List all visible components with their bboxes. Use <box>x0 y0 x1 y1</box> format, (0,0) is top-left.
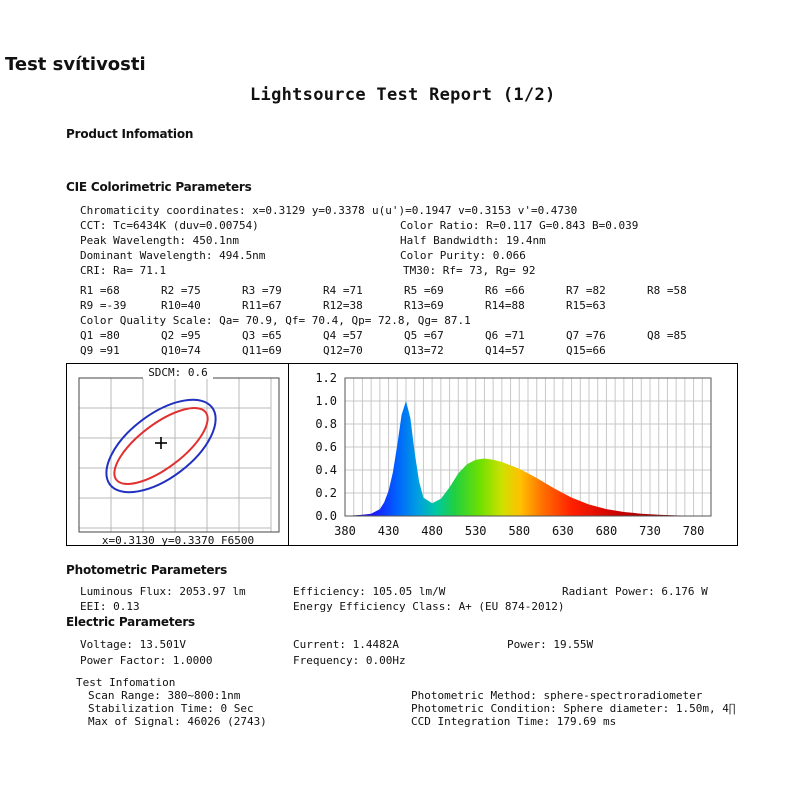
r-value: R8 =58 <box>647 284 687 297</box>
uv-coords: u(u')=0.1947 v=0.3153 v'=0.4730 <box>372 204 578 217</box>
r-value: R9 =-39 <box>80 299 127 312</box>
q-value: Q14=57 <box>485 344 525 357</box>
y-tick-label: 1.2 <box>315 371 337 385</box>
power: Power: 19.55W <box>507 638 594 651</box>
q-value: Q13=72 <box>404 344 444 357</box>
q-value: Q12=70 <box>323 344 363 357</box>
y-tick-label: 0.6 <box>315 440 337 454</box>
cct: CCT: Tc=6434K (duv=0.00754) <box>80 219 259 232</box>
color-ratio: Color Ratio: R=0.117 G=0.843 B=0.039 <box>400 219 639 232</box>
r-value: R13=69 <box>404 299 444 312</box>
x-tick-label: 630 <box>552 524 574 538</box>
x-tick-label: 380 <box>334 524 356 538</box>
q-value: Q10=74 <box>161 344 201 357</box>
r-value: R12=38 <box>323 299 363 312</box>
chromaticity-marker-icon <box>155 437 167 449</box>
sdcm-label: SDCM: 0.6 <box>148 366 208 379</box>
q-value: Q2 =95 <box>161 329 201 342</box>
q-value: Q15=66 <box>566 344 606 357</box>
r-value: R4 =71 <box>323 284 363 297</box>
efficiency: Efficiency: 105.05 lm/W <box>293 585 446 598</box>
q-value: Q4 =57 <box>323 329 363 342</box>
sdcm-footer: x=0.3130 y=0.3370 F6500 <box>101 534 255 545</box>
y-tick-label: 0.8 <box>315 417 337 431</box>
scan-range: Scan Range: 380~800:1nm <box>88 689 241 702</box>
q-value: Q11=69 <box>242 344 282 357</box>
cqs: Color Quality Scale: Qa= 70.9, Qf= 70.4, Qp= 72.8, Qg= 87.1 <box>80 314 471 327</box>
chromaticity: Chromaticity coordinates: x=0.3129 y=0.3378 <box>80 204 365 217</box>
power-factor: Power Factor: 1.0000 <box>80 654 213 667</box>
tm30: TM30: Rf= 73, Rg= 92 <box>403 264 536 277</box>
test-info-title: Test Infomation <box>76 676 176 689</box>
spectrum-panel <box>288 363 738 546</box>
r-value: R2 =75 <box>161 284 201 297</box>
q-value: Q1 =80 <box>80 329 120 342</box>
ccd-integration-time: CCD Integration Time: 179.69 ms <box>411 715 617 728</box>
current: Current: 1.4482A <box>293 638 399 651</box>
sdcm-ellipse-chart <box>67 364 289 545</box>
r-value: R14=88 <box>485 299 525 312</box>
section-electric: Electric Parameters <box>66 615 195 629</box>
q-value: Q7 =76 <box>566 329 606 342</box>
sdcm-panel <box>66 363 290 546</box>
spectrum-chart <box>289 364 737 545</box>
r-value: R6 =66 <box>485 284 525 297</box>
page-heading: Test svítivosti <box>5 54 146 75</box>
stabilization-time: Stabilization Time: 0 Sec <box>88 702 254 715</box>
x-tick-label: 580 <box>508 524 531 538</box>
photometric-method: Photometric Method: sphere-spectroradiometer <box>411 689 703 702</box>
r-value: R3 =79 <box>242 284 282 297</box>
r-value: R5 =69 <box>404 284 444 297</box>
color-purity: Color Purity: 0.066 <box>400 249 526 262</box>
x-tick-label: 530 <box>464 524 487 538</box>
photometric-condition: Photometric Condition: Sphere diameter: 1.50m, 4∏ <box>411 702 736 715</box>
r-value: R11=67 <box>242 299 282 312</box>
y-tick-label: 0.0 <box>315 509 337 523</box>
x-tick-label: 680 <box>595 524 618 538</box>
section-cie: CIE Colorimetric Parameters <box>66 180 252 194</box>
x-tick-label: 780 <box>682 524 705 538</box>
half-bandwidth: Half Bandwidth: 19.4nm <box>400 234 546 247</box>
q-value: Q8 =85 <box>647 329 687 342</box>
section-photometric: Photometric Parameters <box>66 563 228 577</box>
dominant-wavelength: Dominant Wavelength: 494.5nm <box>80 249 266 262</box>
eei: EEI: 0.13 <box>80 600 140 613</box>
q-value: Q3 =65 <box>242 329 282 342</box>
x-tick-label: 480 <box>421 524 443 538</box>
r-value: R7 =82 <box>566 284 606 297</box>
max-signal: Max of Signal: 46026 (2743) <box>88 715 267 728</box>
x-tick-label: 730 <box>639 524 661 538</box>
y-tick-label: 0.4 <box>315 463 337 477</box>
r-value: R1 =68 <box>80 284 120 297</box>
cri: CRI: Ra= 71.1 <box>80 264 167 277</box>
y-tick-label: 1.0 <box>315 394 337 408</box>
peak-wavelength: Peak Wavelength: 450.1nm <box>80 234 239 247</box>
y-tick-label: 0.2 <box>315 486 337 500</box>
voltage: Voltage: 13.501V <box>80 638 186 651</box>
q-value: Q5 =67 <box>404 329 444 342</box>
radiant-power: Radiant Power: 6.176 W <box>562 585 708 598</box>
q-value: Q9 =91 <box>80 344 120 357</box>
r-value: R10=40 <box>161 299 201 312</box>
report-title: Lightsource Test Report (1/2) <box>250 85 556 105</box>
r-value: R15=63 <box>566 299 606 312</box>
q-value: Q6 =71 <box>485 329 525 342</box>
section-product: Product Infomation <box>66 127 194 141</box>
luminous-flux: Luminous Flux: 2053.97 lm <box>80 585 246 598</box>
energy-class: Energy Efficiency Class: A+ (EU 874-2012) <box>293 600 565 613</box>
frequency: Frequency: 0.00Hz <box>293 654 406 667</box>
x-tick-label: 430 <box>377 524 400 538</box>
